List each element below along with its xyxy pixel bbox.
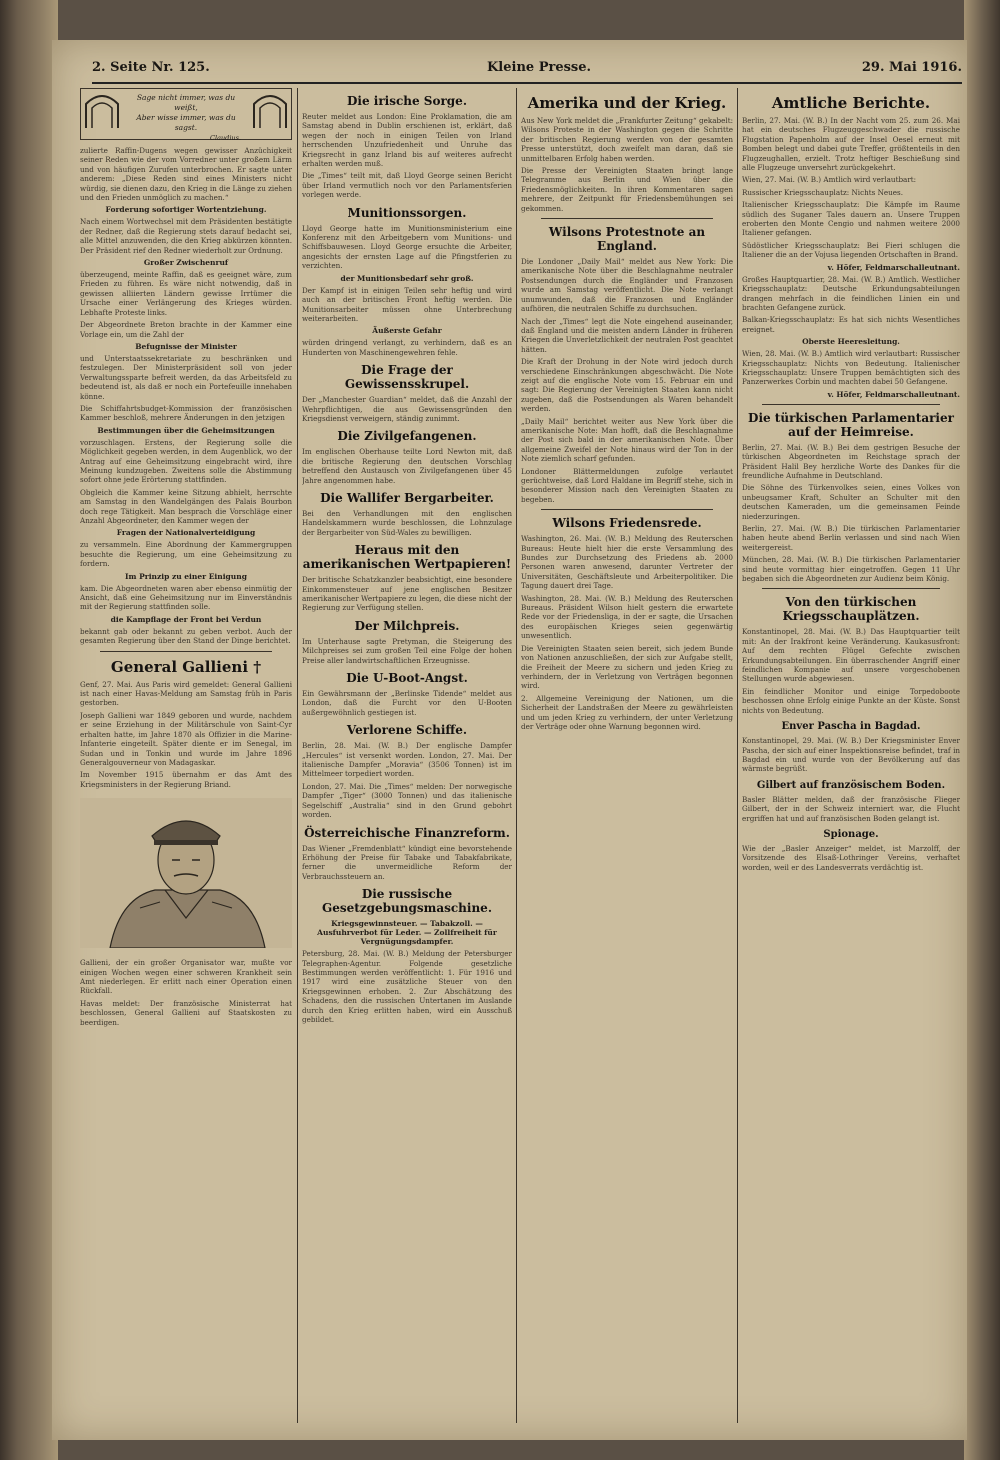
article-title: Die irische Sorge.	[346, 94, 467, 108]
paragraph: Londoner Blättermeldungen zufolge verlautet gerüchtweise, daß Lord Haldane im Begriff stehe, sich in besonderer Mission nach den Vereinigten Staaten zu begeben.	[521, 466, 733, 504]
subheading: Oberste Heeresleitung.	[802, 337, 900, 347]
paragraph: Berlin, 27. Mai. (W. B.) Die türkischen Parlamentarier haben heute abend Berlin verlassen und sind nach Wien weitergereist.	[742, 524, 960, 552]
paragraph: Die Londoner „Daily Mail“ meldet aus New York: Die amerikanische Note über die Beschlagnahme neutraler Postsendungen durch die Engländer und Franzosen wurde am Samstag veröffentlicht. Die Note verlangt unumwunden, daß die Franzosen und Engländer aufhören, die neutralen Schiffe zu durchsuchen.	[521, 257, 733, 314]
paragraph: Basler Blätter melden, daß der französische Flieger Gilbert, der in der Schweiz interniert war, die Flucht ergriffen hat und auf französischen Boden gelangt ist.	[742, 794, 960, 823]
column-1	[80, 88, 292, 1423]
article-title: Der Milchpreis.	[354, 618, 460, 633]
divider	[762, 588, 940, 589]
paragraph: bekannt gab oder bekannt zu geben verbot. Auch der gesamten Regierung über den Stand der Dinge berichtet.	[80, 626, 292, 646]
article-title: Munitionssorgen.	[347, 205, 467, 220]
paragraph: Ein Gewährsmann der „Berlinske Tidende“ meldet aus London, daß die Furcht vor den U-Booten außergewöhnlich gestiegen ist.	[302, 689, 512, 717]
paragraph: Ein feindlicher Monitor und einige Torpedoboote beschossen ohne Erfolg einige Punkte an der Küste. Sonst nichts von Bedeutung.	[742, 686, 960, 715]
paragraph: Genf, 27. Mai. Aus Paris wird gemeldet: General Gallieni ist nach einer Havas-Meldung am Samstag früh in Paris gestorben.	[80, 679, 292, 708]
article-title: Amerika und der Krieg.	[527, 94, 727, 112]
paragraph: Der Abgeordnete Breton brachte in der Kammer eine Vorlage ein, um die Zahl der	[80, 320, 292, 339]
subheading: Im Prinzip zu einer Einigung	[125, 571, 247, 581]
article-title: Verlorene Schiffe.	[346, 723, 468, 738]
column-rule	[297, 88, 298, 1423]
subheading: Kriegsgewinnsteuer. — Tabakzoll. — Ausfuhrverbot für Leder. — Zollfreiheit für Vergnügungsdampfer.	[317, 919, 497, 947]
paragraph: Wie der „Basler Anzeiger“ meldet, ist Marzolff, der Vorsitzende des Elsaß-Lothringer Vereins, verhaftet worden, weil er des Landesverrats verdächtig ist.	[742, 843, 960, 872]
article-title: Heraus mit den amerikanischen Wertpapieren!	[302, 543, 512, 572]
column-4	[742, 88, 960, 1423]
paragraph: Havas meldet: Der französische Ministerrat hat beschlossen, General Gallieni auf Staatskosten zu beerdigen.	[80, 998, 292, 1027]
article-title: Spionage.	[823, 828, 879, 840]
divider	[100, 651, 272, 652]
article-title: Österreichische Finanzreform.	[304, 825, 510, 840]
paragraph: Reuter meldet aus London: Eine Proklamation, die am Samstag abend in Dublin erschienen ist, erklärt, daß wegen der noch in einigen Teilen von Irland herrschenden Unzufriedenheit und Unruhe das Kriegsrecht in ganz Irland bis auf weiteres aufrecht erhalten werden muß.	[302, 112, 512, 169]
paragraph: 2. Allgemeine Vereinigung der Nationen, um die Sicherheit der Landstraßen der Meere zu gewährleisten und um jeden Krieg zu verhindern, der unter Verletzung der Verträge oder ohne Warnung begonnen wird.	[521, 693, 733, 731]
article-title: Die türkischen Parlamentarier auf der Heimreise.	[748, 410, 954, 439]
article-title: Die U-Boot-Angst.	[346, 671, 468, 686]
masthead-title: Kleine Presse.	[487, 60, 592, 75]
paragraph: Aus New York meldet die „Frankfurter Zeitung“ gekabelt: Wilsons Proteste in der Washington gegen die Schritte der britischen Regierung werden von der gesamten Presse unterstützt, doch zweifelt man daran, daß sie unmittelbaren Erfolg haben werden.	[521, 116, 733, 163]
subheading: Äußerste Gefahr	[372, 326, 442, 336]
subheading: Forderung sofortiger Wortentziehung.	[105, 205, 267, 215]
paragraph: Italienischer Kriegsschauplatz: Die Kämpfe im Raume südlich des Suganer Tales dauern an. Unsere Truppen eroberten den Monte Cengio und nahmen weitere 2000 Italiener gefangen.	[742, 200, 960, 238]
subheading: Fragen der Nationalverteidigung	[116, 528, 256, 538]
column-rule	[737, 88, 738, 1423]
subheading: Großer Zwischenruf	[143, 258, 229, 268]
paragraph: „Daily Mail“ berichtet weiter aus New York über die amerikanische Note: Man hofft, daß die Beschlagnahme der Post sich bald in der amerikanischen Note. Über allgemeine Zweifel der Note hinaus wird der Ton in der Note ziemlich scharf gefunden.	[521, 416, 733, 464]
paragraph: überzeugend, meinte Raffin, daß es geeignet wäre, zum Frieden zu führen. Es wäre nicht notwendig, daß in gewissen alliierten Ländern gewisse Irrtümer die Ursache einer Verlängerung des Krieges würden. Lebhafte Proteste links.	[80, 270, 292, 317]
column-rule	[516, 88, 517, 1423]
paragraph: Wien, 28. Mai. (W. B.) Amtlich wird verlautbart: Russischer Kriegsschauplatz: Nichts von Bedeutung. Italienischer Kriegsschauplatz: Unsere Truppen bemächtigten sich des Panzerwerkes Corbin und machten dabei 50 Gefangene.	[742, 349, 960, 387]
divider	[762, 404, 940, 405]
quote-author: Claudius.	[210, 134, 241, 142]
signature: v. Höfer, Feldmarschalleutnant.	[827, 262, 960, 272]
paragraph: München, 28. Mai. (W. B.) Die türkischen Parlamentarier sind heute vormittag hier eingetroffen. Gegen 11 Uhr begaben sich die Abgeordneten zur Audienz beim König.	[742, 555, 960, 584]
subheading: die Kampflage der Front bei Verdun	[110, 614, 262, 624]
ornament-icon	[252, 92, 288, 130]
paragraph: Berlin, 28. Mai. (W. B.) Der englische Dampfer „Hercules“ ist versenkt worden. London, 27. Mai. Der italienische Dampfer „Moravia“ (3506 Tonnen) ist im Mittelmeer torpediert worden.	[302, 741, 512, 779]
paragraph: Im englischen Oberhause teilte Lord Newton mit, daß die britische Regierung den deutschen Vorschlag betreffend den Austausch von Zivilgefangenen über 45 Jahre angenommen habe.	[302, 447, 512, 485]
article-title: Die Wallifer Bergarbeiter.	[320, 490, 494, 505]
paragraph: zulierte Raffin-Dugens wegen gewisser Anzüchigkeit seiner Reden wie der vom Vorredner unter großem Lärm und von häufigen Zurufen unterbrochen. Er sagte unter anderem: „Diese Reden sind eines Ministers nicht würdig, sie dienen dazu, den Krieg in die Länge zu ziehen und den Frieden unmöglich zu machen.“	[80, 146, 292, 203]
paragraph: Berlin, 27. Mai. (W. B.) In der Nacht vom 25. zum 26. Mai hat ein deutsches Flugzeuggeschwader die russische Flugstation Papenholm auf der Insel Oesel erneut mit Bomben belegt und dabei gute Treffer, größtenteils in den Flugzeughallen, erzielt. Trotz heftiger Beschießung sind alle Flugzeuge unversehrt zurückgekehrt.	[742, 116, 960, 173]
paragraph: Gallieni, der ein großer Organisator war, mußte vor einigen Wochen wegen einer schweren Krankheit sein Amt niederlegen. Er erlitt nach einer Operation einen Rückfall.	[80, 958, 292, 996]
paragraph: Berlin, 27. Mai. (W. B.) Bei dem gestrigen Besuche der türkischen Abgeordneten im Reichstage sprach der Präsident Halil Bey herzliche Worte des Dankes für die freundliche Aufnahme in Deutschland.	[742, 442, 960, 480]
paragraph: Wien, 27. Mai. (W. B.) Amtlich wird verlautbart:	[742, 175, 917, 185]
paragraph: Washington, 28. Mai. (W. B.) Meldung des Reuterschen Bureaus. Präsident Wilson hielt gestern die erwartete Rede vor der Friedensliga, in der er sagte, die Ursachen des europäischen Krieges seien gegenwärtig unwesentlich.	[521, 593, 733, 641]
paragraph: Lloyd George hatte im Munitionsministerium eine Konferenz mit den Arbeitgebern vom Munitions- und Schiffsbauwesen. Lloyd George ersuchte die Arbeiter, angesichts der ernsten Lage auf die Pfingstferien zu verzichten.	[302, 223, 512, 271]
column-3	[521, 88, 733, 1423]
article-title: Die Frage der Gewissensskrupel.	[344, 363, 470, 392]
page-number: 2. Seite Nr. 125.	[92, 60, 210, 75]
paragraph: Im Unterhause sagte Pretyman, die Steigerung des Milchpreises sei zum großen Teil eine Folge der hohen Preise aller landwirtschaftlichen Erzeugnisse.	[302, 636, 512, 665]
article-title: Von den türkischen Kriegsschauplätzen.	[782, 595, 920, 624]
general-portrait-illustration	[80, 798, 292, 948]
paragraph: Russischer Kriegsschauplatz: Nichts Neues.	[742, 187, 904, 197]
quote-line: Aber wisse immer, was du sagst.	[136, 113, 236, 132]
issue-date: 29. Mai 1916.	[861, 60, 962, 75]
paragraph: Großes Hauptquartier, 28. Mai. (W. B.) Amtlich. Westlicher Kriegsschauplatz: Deutsche Erkundungsabteilungen drangen mehrfach in die feindlichen Linien ein und brachten Gefangene zurück.	[742, 274, 960, 312]
paragraph: Das Wiener „Fremdenblatt“ kündigt eine bevorstehende Erhöhung der Preise für Tabake und Tabakfabrikate, ferner die unvermeidliche Reform der Verbrauchssteuern an.	[302, 843, 512, 881]
paragraph: Die „Times“ teilt mit, daß Lloyd George seinen Bericht über Irland vermutlich noch vor den Parlamentsferien vorlegen werde.	[302, 171, 512, 200]
paragraph: Südöstlicher Kriegsschauplatz: Bei Fieri schlugen die Italiener die an der Vojusa liegenden Ortschaften in Brand.	[742, 240, 960, 260]
quote-line: Sage nicht immer, was du weißt,	[136, 93, 236, 112]
paragraph: Nach der „Times“ legt die Note eingehend auseinander, daß England und die meisten andern Länder in früheren Kriegen die Unverletzlichkeit der neutralen Post geachtet hätten.	[521, 316, 733, 354]
paragraph: Die Presse der Vereinigten Staaten bringt lange Telegramme aus Berlin und Wien über die Friedensmöglichkeiten. In ihren Kommentaren sagen mehrere, der Zeitpunkt für Friedensbemühungen sei gekommen.	[521, 166, 733, 213]
paragraph: kam. Die Abgeordneten waren aber ebenso einmütig der Ansicht, daß eine Geheimsitzung nur im Einverständnis mit der Regierung stattfinden solle.	[80, 583, 292, 612]
divider	[541, 218, 713, 219]
subheading: Befugnisse der Minister	[135, 341, 237, 351]
paragraph: Die Schiffahrtsbudget-Kommission der französischen Kammer beschloß, mehrere Änderungen in den jetzigen	[80, 403, 292, 423]
paragraph: Der „Manchester Guardian“ meldet, daß die Anzahl der Wehrpflichtigen, die aus Gewissensgründen den Kriegsdienst verweigern, ständig zunimmt.	[302, 395, 512, 423]
page-header	[92, 60, 962, 84]
subheading: Bestimmungen über die Geheimsitzungen	[97, 425, 275, 435]
paragraph: Obgleich die Kammer keine Sitzung abhielt, herrschte am Samstag in den Wandelgängen des Palais Bourbon doch rege Tätigkeit. Man besprach die Vorschläge einer Anzahl Abgeordneter, den Kammer wegen der	[80, 487, 292, 525]
paragraph: London, 27. Mai. Die „Times“ melden: Der norwegische Dampfer „Tiger“ (3000 Tonnen) und das italienische Segelschiff „Australia“ sind in den Grund gebohrt worden.	[302, 781, 512, 820]
paragraph: Washington, 26. Mai. (W. B.) Meldung des Reuterschen Bureaus: Heute hielt hier die erste Versammlung des Bundes zur Durchsetzung des Friedens ab. 2000 Personen waren anwesend, darunter Vertreter der Universitäten, Geschäftsleute und Arbeiterpolitiker. Die Tagung dauert drei Tage.	[521, 534, 733, 591]
paragraph: zu versammeln. Eine Abordnung der Kammergruppen besuchte die Regierung, um eine Geheimsitzung zu fordern.	[80, 540, 292, 569]
paragraph: Balkan-Kriegsschauplatz: Es hat sich nichts Wesentliches ereignet.	[742, 315, 960, 334]
paragraph: Petersburg, 28. Mai. (W. B.) Meldung der Petersburger Telegraphen-Agentur. Folgende gesetzliche Bestimmungen werden veröffentlicht: 1. Für 1916 und 1917 wird eine zusätzliche Steuer von den Kriegsgewinnen erhoben. 2. Zur Abschätzung des Schadens, den die russischen Untertanen im Auslande durch den Krieg erlitten haben, wird ein Ausschuß gebildet.	[302, 949, 512, 1024]
divider	[541, 509, 713, 510]
quote-box	[80, 88, 292, 140]
article-title: Enver Pascha in Bagdad.	[781, 721, 921, 733]
subheading: der Munitionsbedarf sehr groß.	[340, 273, 474, 283]
article-title: Wilsons Protestnote an England.	[548, 225, 706, 254]
paragraph: Nach einem Wortwechsel mit dem Präsidenten bestätigte der Redner, daß die Regierung stets darauf bedacht sei, alle Mittel anzuwenden, die den Krieg abkürzen könnten. Der Präsident rief den Redner wiederholt zur Ordnung.	[80, 217, 292, 255]
paragraph: und Unterstaatssekretariate zu beschränken und festzulegen. Der Ministerpräsident soll von jeder Verwaltungssparte befreit werden, da das Arbeitsfeld zu bedeutend ist, als daß er noch ein Portefeuille innehaben könne.	[80, 353, 292, 401]
paragraph: Joseph Gallieni war 1849 geboren und wurde, nachdem er seine Erziehung in der Militärschule von Saint-Cyr erhalten hatte, im Jahre 1870 als Offizier in die Marine-Infanterie eingeteilt. Später diente er im Senegal, im Sudan und in Tonkin und wurde im Jahre 1896 Generalgouverneur von Madagaskar.	[80, 710, 292, 767]
paragraph: Konstantinopel, 29. Mai. (W. B.) Der Kriegsminister Enver Pascha, der sich auf einer Inspektionsreise befindet, traf in Bagdad ein und wurde von der Bevölkerung auf das wärmste begrüßt.	[742, 736, 960, 774]
article-title: Die russische Gesetzgebungsmaschine.	[322, 887, 492, 916]
paragraph: Bei den Verhandlungen mit den englischen Handelskammern wurde beschlossen, die Lohnzulage der Bergarbeiter von Süd-Wales zu bewilligen.	[302, 508, 512, 537]
paragraph: vorzuschlagen. Erstens, der Regierung solle die Möglichkeit gegeben werden, in dem Augenblick, wo der Antrag auf eine Geheimsitzung eingebracht wird, ihre Meinung kundzugeben. Zweitens solle die Abstimmung sofort ohne jede Erörterung stattfinden.	[80, 437, 292, 485]
book-binding	[0, 0, 58, 1460]
article-title: General Gallieni †	[110, 657, 262, 676]
paragraph: Konstantinopel, 28. Mai. (W. B.) Das Hauptquartier teilt mit: An der Irakfront keine Veränderung. Kaukasusfront: Auf dem rechten Flügel Gefechte zwischen Erkundungsabteilungen. Ein überraschender Angriff einer feindlichen Kompanie auf unsere vorgeschobenen Stellungen wurde abgewiesen.	[742, 627, 960, 684]
paragraph: Der britische Schatzkanzler beabsichtigt, eine besondere Einkommensteuer auf jene englischen Besitzer amerikanischer Wertpapiere zu legen, die diese nicht der Regierung zur Verfügung stellen.	[302, 575, 512, 613]
paragraph: Im November 1915 übernahm er das Amt des Kriegsministers in der Regierung Briand.	[80, 770, 292, 789]
column-2	[302, 88, 512, 1423]
signature: v. Höfer, Feldmarschalleutnant.	[827, 389, 960, 399]
article-title: Amtliche Berichte.	[771, 94, 931, 112]
article-title: Die Zivilgefangenen.	[337, 429, 477, 444]
paragraph: würden dringend verlangt, zu verhindern, daß es an Hunderten von Maschinengewehren fehle.	[302, 338, 512, 357]
article-title: Gilbert auf französischem Boden.	[756, 779, 946, 791]
article-title: Wilsons Friedensrede.	[552, 516, 702, 531]
page-edge	[964, 0, 1000, 1460]
paragraph: Die Kraft der Drohung in der Note wird jedoch durch verschiedene Einschränkungen abgeschwächt. Die Note zeigt auf die englische Note vom 15. Februar ein und sagt: Die Regierung der Vereinigten Staaten kann nicht zugeben, daß die Postsendungen als Waren behandelt werden.	[521, 357, 733, 414]
ornament-icon	[84, 92, 120, 130]
paragraph: Der Kampf ist in einigen Teilen sehr heftig und wird auch an der britischen Front heftig werden. Die Munitionsarbeiter müssen ohne Unterbrechung weiterarbeiten.	[302, 285, 512, 323]
paragraph: Die Söhne des Türkenvolkes seien, eines Volkes von unbeugsamer Kraft, Schulter an Schulter mit den deutschen Kameraden, um die gemeinsamen Feinde niederzuringen.	[742, 483, 960, 521]
paragraph: Die Vereinigten Staaten seien bereit, sich jedem Bunde von Nationen anzuschließen, der sich zur Aufgabe stellt, die Freiheit der Meere zu sichern und jeden Krieg zu verhindern, der in Verletzung von Verträgen begonnen wird.	[521, 643, 733, 691]
